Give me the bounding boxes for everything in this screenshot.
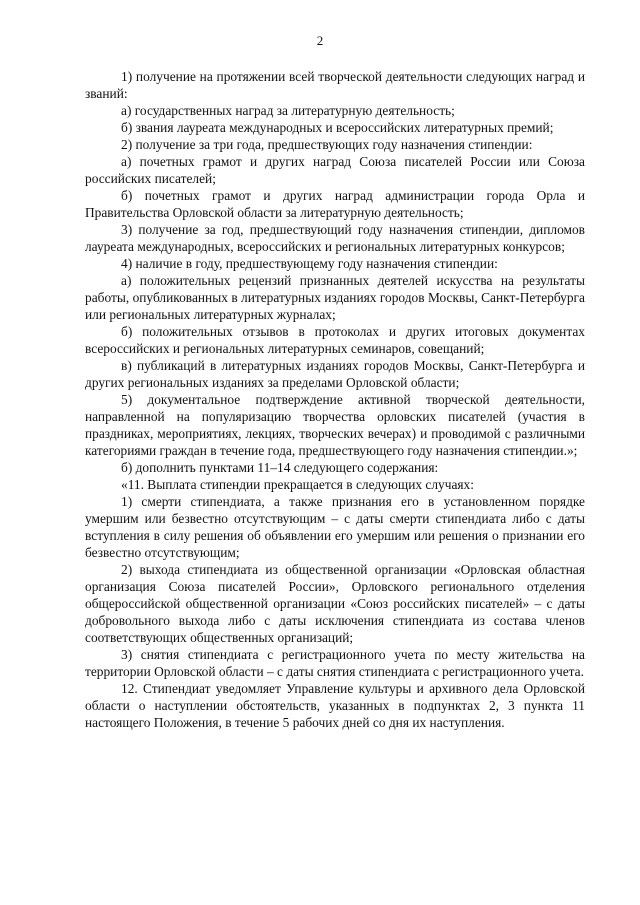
paragraph-1a-state-awards: а) государственных наград за литературную деятельность; — [121, 103, 455, 118]
paragraph-4c-publications: в) публикаций в литературных изданиях городов Москвы, Санкт-Петербурга и других региональных изданиях за пределами Орловской области; — [85, 358, 585, 390]
paragraph-1b-laureate-title: б) звания лауреата международных и всероссийских литературных премий; — [121, 120, 554, 135]
paragraph-4-previous-year: 4) наличие в году, предшествующему году назначения стипендии: — [121, 256, 498, 271]
paragraph-12-notification: 12. Стипендиат уведомляет Управление культуры и архивного дела Орловской области о наступлении обстоятельств, указанных в подпунктах 2, 3 пункта 11 настоящего Положения, в течение 5 рабочих дней со дня их наступления. — [85, 681, 585, 730]
paragraph-2-three-years: 2) получение за три года, предшествующих году назначения стипендии: — [121, 137, 533, 152]
paragraph-2b-orel-administration: б) почетных грамот и других наград администрации города Орла и Правительства Орловской области за литературную деятельность; — [85, 188, 585, 220]
paragraph-4b-seminar-feedback: б) положительных отзывов в протоколах и других итоговых документах всероссийских и региональных литературных семинаров, совещаний; — [85, 324, 585, 356]
paragraph-11-1-death: 1) смерти стипендиата, а также признания его в установленном порядке умершим или безвестно отсутствующим – с даты смерти стипендиата либо с даты вступления в силу решения об объявлении его умершим или решения о признании его безвестно отсутствующим; — [85, 494, 585, 560]
paragraph-11-2-withdrawal: 2) выхода стипендиата из общественной организации «Орловская областная организация Союза писателей России», Орловского регионального отделения общероссийской общественной организации «Союз российских писателей» – с даты добровольного выхода либо с даты исключения стипендиата из состава членов соответствующих общественных организаций; — [85, 562, 585, 645]
paragraph-11-termination: «11. Выплата стипендии прекращается в следующих случаях: — [121, 477, 474, 492]
page-number: 2 — [316, 33, 324, 48]
paragraph-5-activity-confirmation: 5) документальное подтверждение активной творческой деятельности, направленной на популяризацию творчества орловских писателей (участия в праздниках, мероприятиях, лекциях, творческих вечерах) и проводимой с различными категориями граждан в течение года, предшествующего году назначения стипендии.»; — [85, 392, 585, 458]
document-body — [85, 68, 585, 731]
paragraph-2a-writers-union: а) почетных грамот и других наград Союза писателей России или Союза российских писателей; — [85, 154, 585, 186]
paragraph-3-diplomas: 3) получение за год, предшествующий году назначения стипендии, дипломов лауреата международных, всероссийских и региональных литературных конкурсов; — [85, 222, 585, 254]
paragraph-amendment-intro: б) дополнить пунктами 11–14 следующего содержания: — [121, 460, 439, 475]
paragraph-4a-reviews: а) положительных рецензий признанных деятелей искусства на результаты работы, опубликованных в литературных изданиях городов Москвы, Санкт-Петербурга или региональных литературных журналах; — [85, 273, 585, 322]
paragraph-11-3-deregistration: 3) снятия стипендиата с регистрационного учета по месту жительства на территории Орловской области – с даты снятия стипендиата с регистрационного учета. — [85, 647, 585, 679]
paragraph-1-awards: 1) получение на протяжении всей творческой деятельности следующих наград и званий: — [85, 69, 585, 101]
